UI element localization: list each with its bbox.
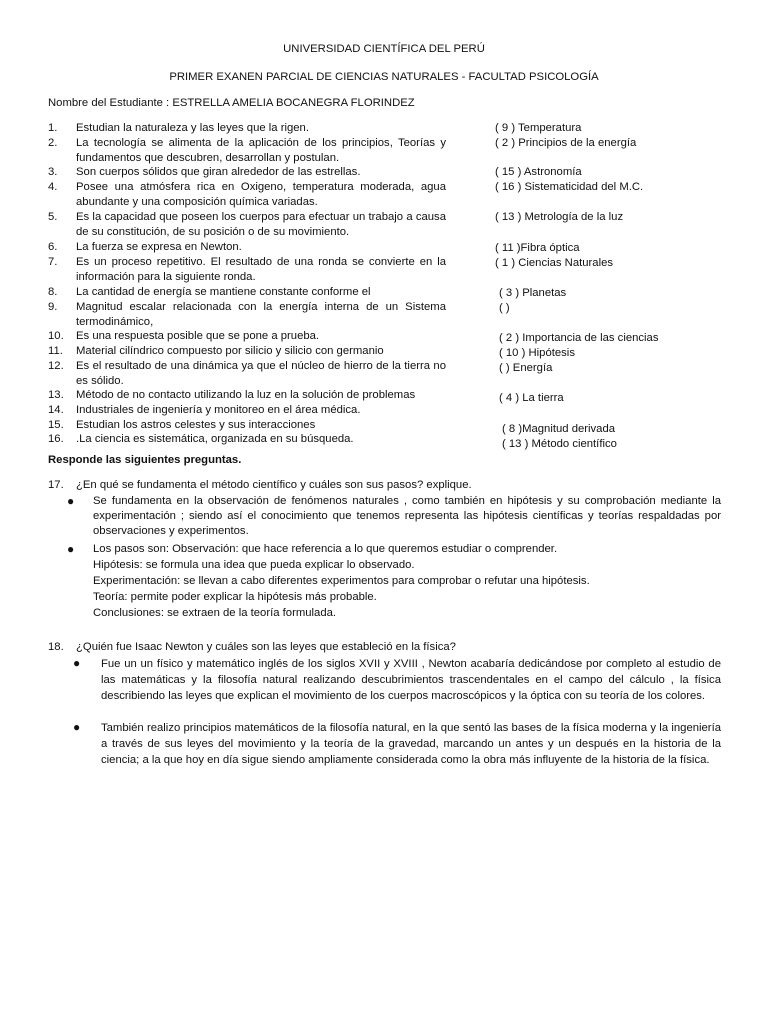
matching-question-2: [48, 136, 446, 166]
matching-question-9: [48, 300, 446, 330]
answer-item: ( ): [499, 302, 510, 314]
bullet-icon: ●: [67, 542, 75, 556]
question-text: Material cilíndrico compuesto por silicio y silicio con germanio: [76, 345, 384, 357]
matching-question-4: [48, 180, 446, 210]
matching-question-7: [48, 255, 446, 285]
answer-item: ( 9 ) Temperatura: [495, 122, 582, 134]
bullet-icon: ●: [67, 494, 75, 508]
question-text: La cantidad de energía se mantiene constante conforme el: [76, 286, 371, 298]
question-number: 17.: [48, 479, 64, 491]
matching-question-8: [48, 285, 446, 300]
answer-item: ( 2 ) Importancia de las ciencias: [499, 332, 659, 344]
question-number: 7.: [48, 256, 58, 268]
answer-item: ( 3 ) Planetas: [499, 287, 567, 299]
question-text: Método de no contacto utilizando la luz en la solución de problemas: [76, 389, 416, 401]
answer-item: ( 13 ) Metrología de la luz: [495, 211, 624, 223]
question-text: Es el resultado de una dinámica ya que el núcleo de hierro de la tierra no es sólido.: [76, 360, 446, 387]
question-number: 2.: [48, 137, 58, 149]
question-number: 18.: [48, 641, 64, 653]
answer-item: ( 2 ) Principios de la energía: [495, 137, 637, 149]
question-number: 11.: [48, 345, 63, 357]
exam-title: PRIMER EXANEN PARCIAL DE CIENCIAS NATURALES - FACULTAD PSICOLOGÍA: [169, 71, 599, 83]
question-text: Posee una atmósfera rica en Oxigeno, temperatura moderada, agua abundante y una composición química variadas.: [76, 181, 446, 208]
matching-question-5: [48, 210, 446, 240]
question-text: ¿En qué se fundamenta el método científico y cuáles son sus pasos? explique.: [76, 479, 472, 491]
question-text: Industriales de ingeniería y monitoreo en el área médica.: [76, 404, 361, 416]
question-text: .La ciencia es sistemática, organizada en su búsqueda.: [76, 433, 354, 445]
matching-question-3: [48, 165, 446, 180]
matching-question-10: [48, 329, 446, 344]
question-text: La fuerza se expresa en Newton.: [76, 241, 242, 253]
matching-question-16: [48, 432, 446, 447]
question-number: 5.: [48, 211, 58, 223]
answer-item: ( 10 ) Hipótesis: [499, 347, 575, 359]
step-hypothesis: Hipótesis: se formula una idea que pueda explicar lo observado.: [93, 559, 415, 571]
matching-question-11: [48, 344, 446, 359]
answer-item: ( 13 ) Método científico: [502, 438, 617, 450]
question-number: 12.: [48, 360, 64, 372]
question-text: Es una respuesta posible que se pone a prueba.: [76, 330, 320, 342]
matching-question-1: [48, 121, 446, 136]
answer-paragraph: Se fundamenta en la observación de fenómenos naturales , como también en hipótesis y su comprobación mediante la experimentación ; siendo así el conocimiento que tenemos representa las hipótesis científicas y teorías respaldadas por observaciones y experimentos.: [93, 495, 721, 537]
question-number: 9.: [48, 301, 58, 313]
question-number: 4.: [48, 181, 58, 193]
question-text: Estudian la naturaleza y las leyes que la rigen.: [76, 122, 309, 134]
student-name-line: Nombre del Estudiante : ESTRELLA AMELIA BOCANEGRA FLORINDEZ: [48, 97, 415, 109]
question-number: 13.: [48, 389, 64, 401]
answer-item: ( 15 ) Astronomía: [495, 166, 582, 178]
section-heading: Responde las siguientes preguntas.: [48, 454, 242, 466]
answer-item: ( ) Energía: [499, 362, 553, 374]
answer-item: ( 11 )Fibra óptica: [495, 242, 580, 254]
question-number: 14.: [48, 404, 64, 416]
matching-question-13: [48, 388, 446, 403]
question-text: Es la capacidad que poseen los cuerpos para efectuar un trabajo a causa de su constitución, de su posición o de su movimiento.: [76, 211, 446, 238]
bullet-icon: ●: [73, 720, 81, 734]
matching-question-15: [48, 418, 446, 433]
answer-item: ( 16 ) Sistematicidad del M.C.: [495, 181, 644, 193]
answer-paragraph: También realizo principios matemáticos de la filosofía natural, en la que sentó las bases de la física moderna y la ingeniería a través de sus leyes del movimiento y la teoría de la gravedad, marcando un antes y un después en la historia de la ciencia; a la que hoy en día sigue siendo ampliamente considerada como la obra más influyente de la historia de la física.: [101, 722, 721, 766]
question-text: ¿Quién fue Isaac Newton y cuáles son las leyes que estableció en la física?: [76, 641, 456, 653]
question-number: 6.: [48, 241, 58, 253]
step-conclusions: Conclusiones: se extraen de la teoría formulada.: [93, 607, 337, 619]
question-text: Estudian los astros celestes y sus interacciones: [76, 419, 316, 431]
step-experimentation: Experimentación: se llevan a cabo diferentes experimentos para comprobar o refutar una hipótesis.: [93, 575, 590, 587]
answer-item: ( 8 )Magnitud derivada: [502, 423, 616, 435]
question-text: Son cuerpos sólidos que giran alrededor de las estrellas.: [76, 166, 361, 178]
question-number: 16.: [48, 433, 64, 445]
question-number: 8.: [48, 286, 58, 298]
bullet-icon: ●: [73, 656, 81, 670]
question-number: 10.: [48, 330, 64, 342]
question-number: 1.: [48, 122, 58, 134]
answer-item: ( 4 ) La tierra: [499, 392, 564, 404]
matching-question-12: [48, 359, 446, 389]
matching-question-14: [48, 403, 446, 418]
steps-intro: Los pasos son: Observación: que hace referencia a lo que queremos estudiar o comprender.: [93, 543, 558, 555]
question-number: 3.: [48, 166, 58, 178]
matching-question-6: [48, 240, 446, 255]
university-title: UNIVERSIDAD CIENTÍFICA DEL PERÚ: [283, 43, 485, 55]
question-text: La tecnología se alimenta de la aplicación de los principios, Teorías y fundamentos que descubren, desarrollan y postulan.: [76, 137, 446, 164]
answer-paragraph: Fue un un físico y matemático inglés de los siglos XVII y XVIII , Newton acabaría dedicándose por completo al estudio de las matemáticas y la filosofía natural realizando descubrimientos trascendentales en el campo del cálculo , la física describiendo las leyes que explican el movimiento de los cuerpos macroscópicos y la óptica con su teoría de los colores.: [101, 658, 721, 702]
question-number: 15.: [48, 419, 64, 431]
question-text: Es un proceso repetitivo. El resultado de una ronda se convierte en la información para la siguiente ronda.: [76, 256, 446, 283]
question-text: Magnitud escalar relacionada con la energía interna de un Sistema termodinámico,: [76, 301, 446, 328]
answer-item: ( 1 ) Ciencias Naturales: [495, 257, 614, 269]
step-theory: Teoría: permite poder explicar la hipótesis más probable.: [93, 591, 377, 603]
